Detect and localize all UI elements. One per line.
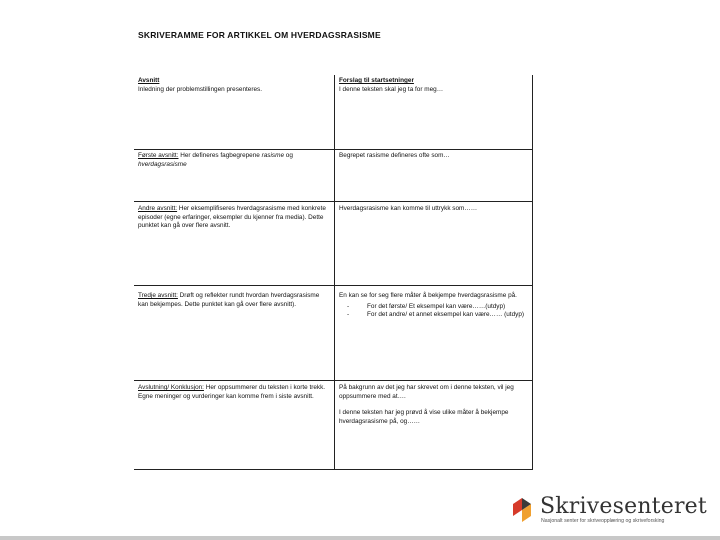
row-3-text: Drøft og reflekter rundt hvordan hverdagsrasisme kan bekjempes. Dette punktet kan gå over flere avsnitt). [138,292,320,308]
row-3-right-cell [339,292,527,320]
row-1-left-cell [138,152,326,169]
row-1-term-1: rasisme [261,152,284,159]
row-1-starter: Begrepet rasisme defineres ofte som… [339,152,450,159]
row-3-suggestion-list [339,303,527,320]
header-right-text: I denne teksten skal jeg ta for meg… [339,85,444,93]
row-divider [134,285,533,286]
skrivesenteret-logo [510,494,710,528]
writing-frame-table [134,75,533,470]
header-left-cell [138,77,326,94]
row-4-starter-2: I denne teksten har jeg prøvd å vise ulike måter å bekjempe hverdagsrasisme på, og…… [339,409,509,425]
row-3-label: Tredje avsnitt: [138,292,178,299]
header-left-text: Inledning der problemstillingen presenteres. [138,85,262,93]
row-2-starter: Hverdagsrasisme kan komme til uttrykk som…… [339,205,478,212]
row-2-label: Andre avsnitt: [138,205,178,212]
list-item-text: For det andre/ et annet eksempel kan være…… (utdyp) [367,311,525,319]
row-3-starter: En kan se for seg flere måter å bekjempe hverdagsrasisme på. [339,292,517,299]
row-4-right-cell [339,384,527,426]
header-right-cell [339,77,527,94]
row-3-left-cell [138,292,326,309]
list-item-text: For det første/ Et eksempel kan være……(utdyp) [367,302,506,310]
row-divider [134,201,533,202]
bottom-scroll-bar [0,536,720,540]
row-2-right-cell [339,205,527,214]
document-title: SKRIVERAMME FOR ARTIKKEL OM HVERDAGSRASISME [138,30,381,40]
header-left-label: Avsnitt [138,77,160,84]
row-4-label: Avslutning/ Konklusjon: [138,384,204,391]
list-item: - For det andre/ et annet eksempel kan være…… (utdyp) [347,311,525,319]
row-4-left-cell [138,384,326,401]
row-1-text: Her defineres fagbegrepene [178,152,262,159]
table-right-border [532,75,533,470]
header-right-label: Forslag til startsetninger [339,77,414,84]
logo-mark-icon [510,494,536,526]
list-item: - For det første/ Et eksempel kan være……(utdyp) [347,302,506,310]
row-1-right-cell [339,152,527,161]
row-2-text: Her eksemplifiseres hverdagsrasisme med konkrete episoder (egne erfaringer, eksempler du kjenner fra media). Dette punktet kan gå over flere avsnitt. [138,205,326,230]
row-divider [134,469,533,470]
column-divider [334,75,335,470]
row-1-label: Første avsnitt: [138,152,179,159]
row-1-text-2: og [284,152,293,159]
logo-name: Skrivesenteret [540,494,707,519]
row-2-left-cell [138,205,326,231]
row-1-term-2: hverdagsrasisme [138,160,187,168]
row-divider [134,380,533,381]
row-divider [134,149,533,150]
row-4-text: Her oppsummerer du teksten i korte trekk. Egne meninger og vurderinger kan komme frem i siste avsnitt. [138,384,326,400]
row-4-starter-1: På bakgrunn av det jeg har skrevet om i denne teksten, vil jeg oppsummere med at…. [339,384,514,400]
logo-tagline: Nasjonalt senter for skriveopplæring og skriveforsking [541,518,665,524]
